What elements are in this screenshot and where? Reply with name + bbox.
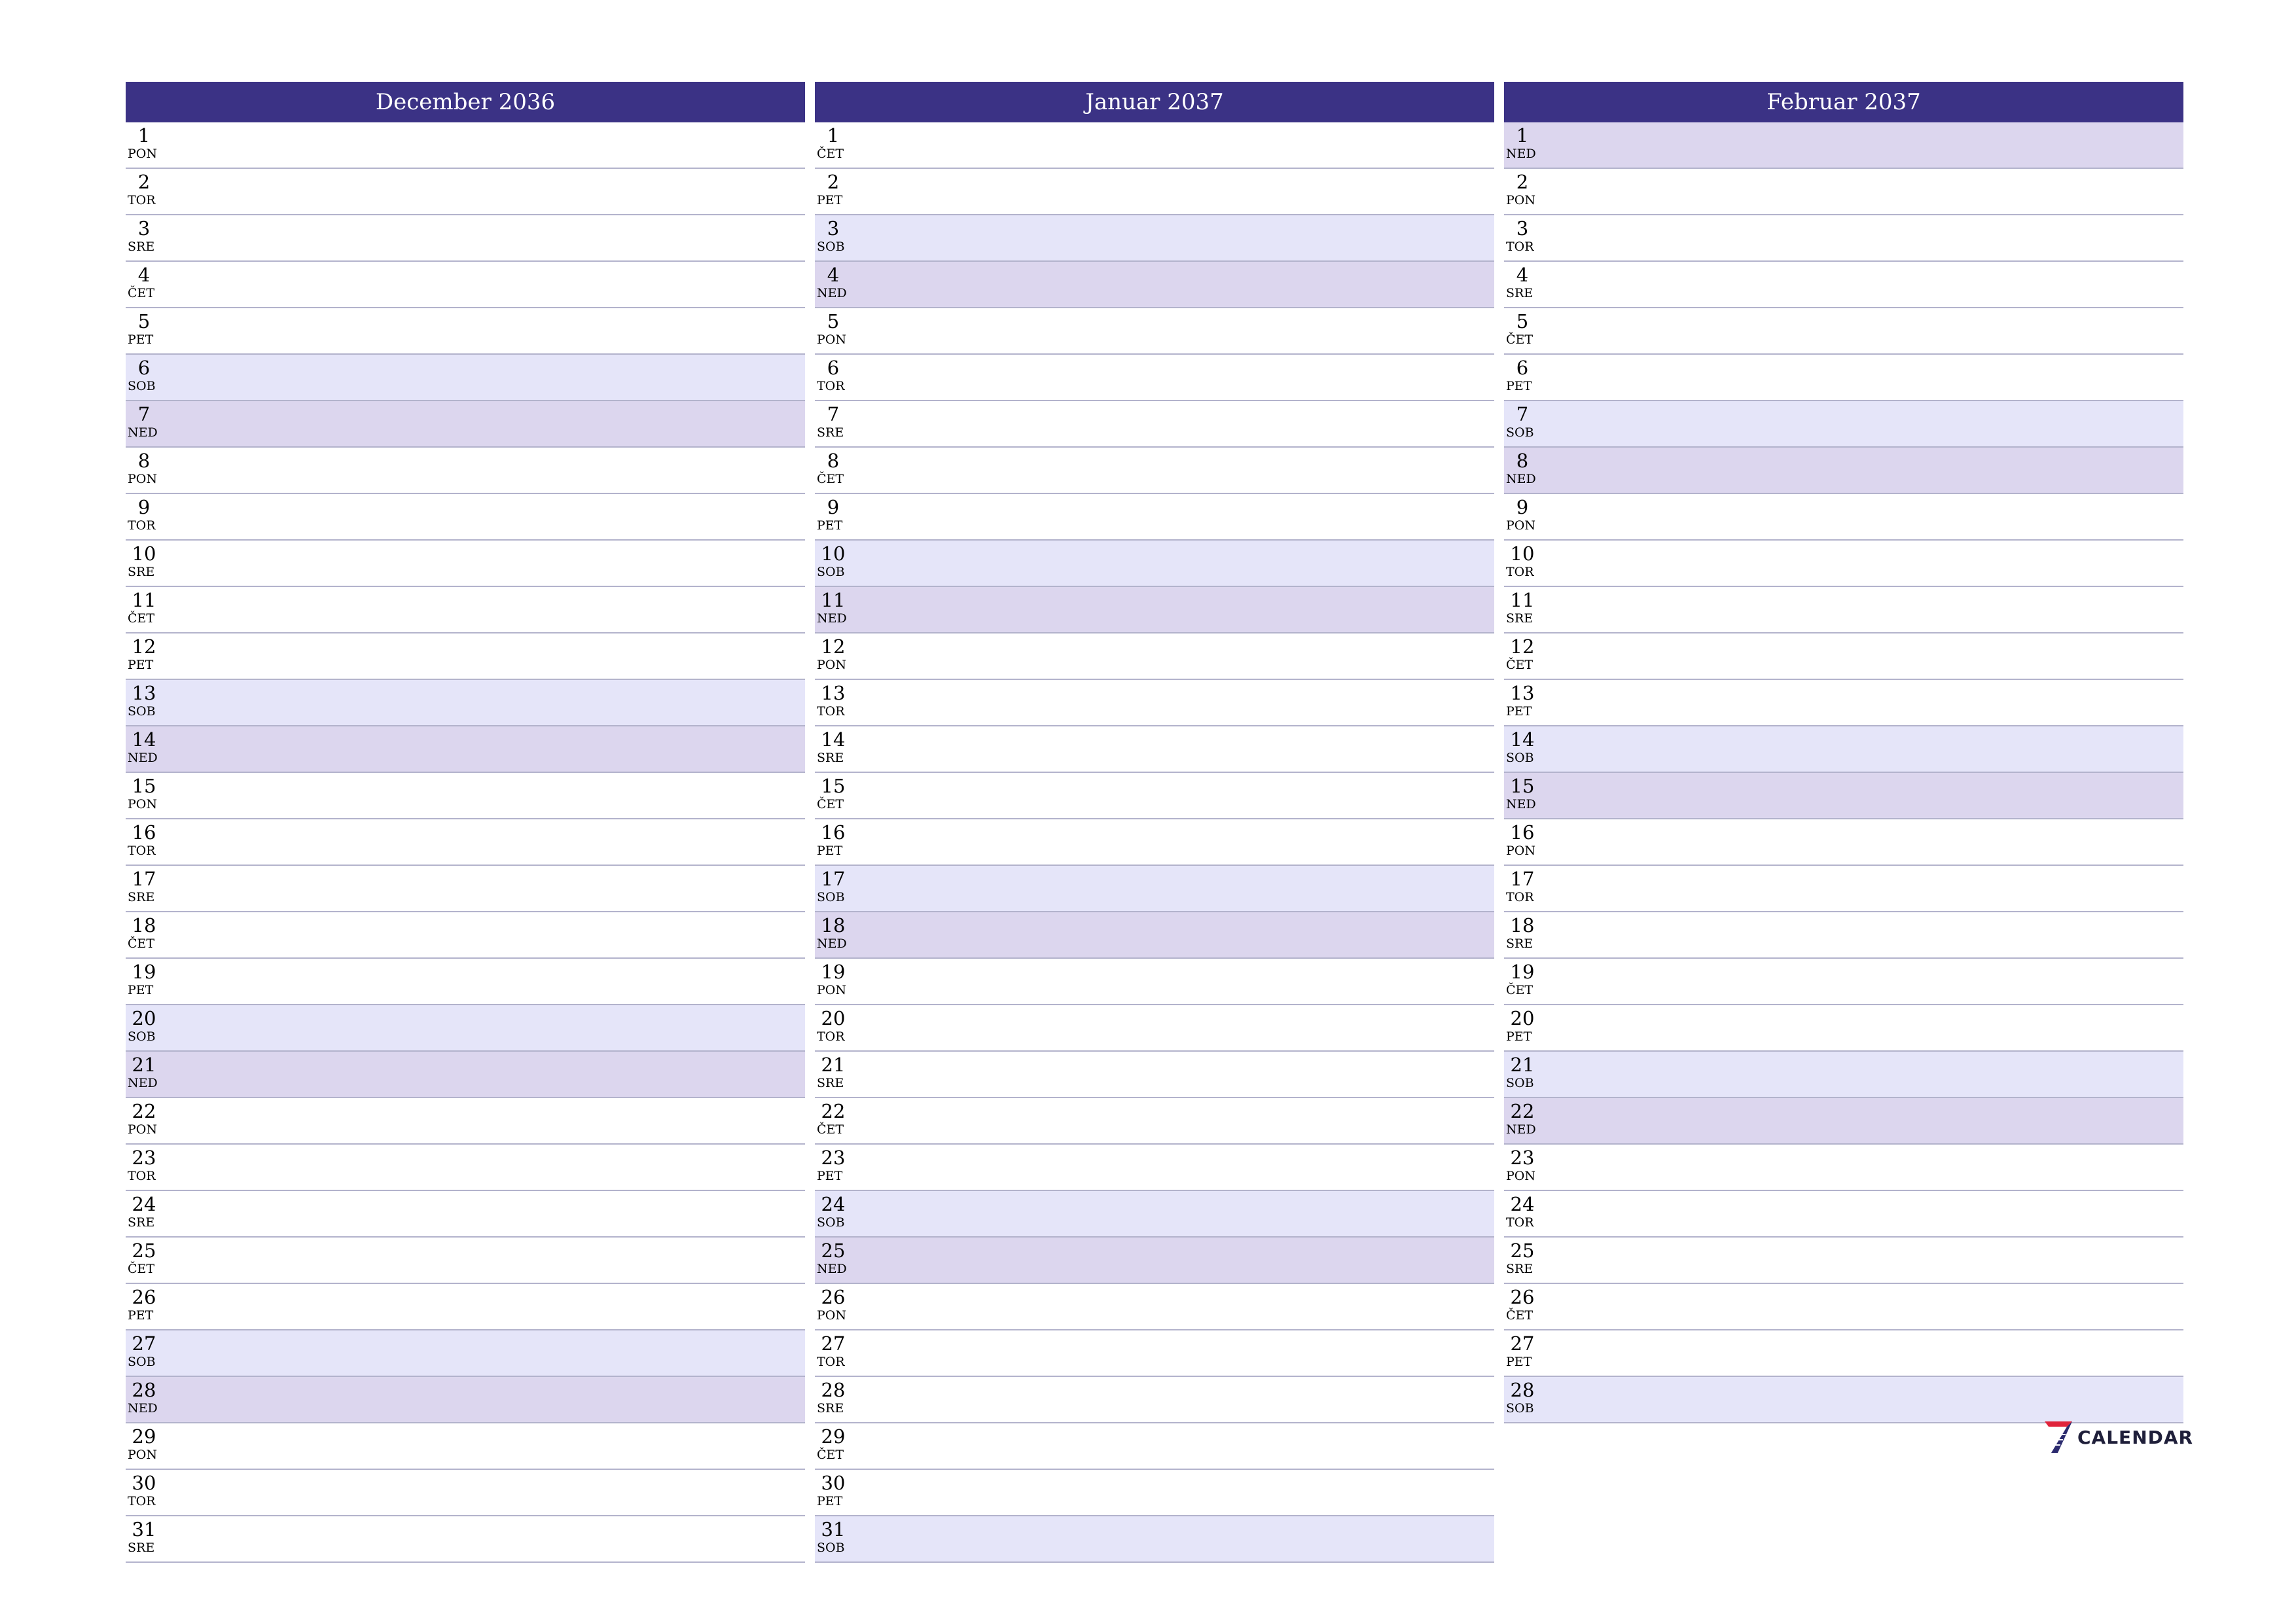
day-row	[1504, 633, 2183, 680]
day-weekday: PON	[1506, 1169, 1535, 1183]
day-number: 15	[1510, 775, 1535, 797]
day-number: 3	[1516, 217, 1529, 240]
day-number: 27	[1510, 1332, 1535, 1355]
day-row	[1504, 262, 2183, 308]
day-weekday: SOB	[128, 704, 156, 719]
month-header	[815, 82, 1494, 122]
day-weekday: PET	[1506, 704, 1532, 719]
day-row	[126, 1052, 805, 1098]
day-row	[815, 448, 1494, 494]
day-number: 25	[1510, 1240, 1535, 1262]
day-weekday: PON	[128, 472, 157, 486]
day-weekday: PON	[817, 332, 846, 347]
day-number: 19	[132, 961, 156, 983]
day-row	[126, 401, 805, 448]
day-number: 2	[827, 171, 840, 193]
day-number: 25	[821, 1240, 846, 1262]
day-row	[815, 122, 1494, 169]
day-row	[815, 1423, 1494, 1470]
day-weekday: PET	[1506, 1355, 1532, 1369]
day-weekday: PET	[128, 658, 154, 672]
day-row	[126, 1191, 805, 1238]
day-row	[126, 680, 805, 726]
day-weekday: TOR	[817, 704, 845, 719]
day-row	[815, 912, 1494, 959]
day-row	[1504, 773, 2183, 819]
day-weekday: SOB	[128, 379, 156, 393]
day-list	[815, 122, 1494, 1563]
day-weekday: ČET	[128, 1262, 155, 1276]
day-weekday: NED	[1506, 1122, 1536, 1137]
day-weekday: SOB	[128, 1355, 156, 1369]
day-row	[126, 912, 805, 959]
day-weekday: SOB	[1506, 425, 1534, 440]
day-row	[815, 819, 1494, 866]
day-row	[126, 355, 805, 401]
day-number: 6	[137, 357, 151, 379]
day-number: 9	[137, 496, 151, 518]
month-column-2	[1504, 82, 2183, 1563]
day-weekday: PON	[1506, 844, 1535, 858]
day-weekday: PET	[817, 1494, 843, 1508]
month-header	[126, 82, 805, 122]
day-number: 13	[821, 682, 846, 704]
day-row	[1504, 1145, 2183, 1191]
day-weekday: SRE	[128, 890, 155, 904]
day-number: 5	[137, 310, 151, 332]
day-weekday: SOB	[817, 240, 845, 254]
day-weekday: TOR	[817, 1029, 845, 1044]
day-row	[126, 1005, 805, 1052]
day-number: 28	[1510, 1379, 1535, 1401]
day-weekday: TOR	[128, 193, 156, 207]
day-number: 13	[132, 682, 156, 704]
day-row	[815, 959, 1494, 1005]
day-number: 9	[827, 496, 840, 518]
day-row	[1504, 1191, 2183, 1238]
day-row	[1504, 541, 2183, 587]
day-weekday: SOB	[1506, 1401, 1534, 1416]
day-weekday: PET	[817, 193, 843, 207]
day-number: 20	[821, 1007, 846, 1029]
day-row	[126, 169, 805, 215]
day-weekday: PON	[1506, 193, 1535, 207]
day-weekday: SOB	[1506, 751, 1534, 765]
day-weekday: SOB	[817, 565, 845, 579]
day-number: 21	[1510, 1054, 1535, 1076]
day-number: 27	[132, 1332, 156, 1355]
day-number: 15	[132, 775, 156, 797]
day-number: 23	[1510, 1147, 1535, 1169]
day-row	[1504, 401, 2183, 448]
day-number: 10	[1510, 543, 1535, 565]
day-weekday: SRE	[817, 1401, 844, 1416]
month-title: Februar 2037	[1767, 89, 1921, 115]
day-row	[815, 1238, 1494, 1284]
day-number: 18	[132, 914, 156, 936]
day-weekday: SRE	[1506, 611, 1534, 626]
day-weekday: TOR	[1506, 1215, 1534, 1230]
day-weekday: TOR	[1506, 890, 1534, 904]
day-weekday: SOB	[817, 890, 845, 904]
day-weekday: TOR	[817, 379, 845, 393]
day-row	[126, 633, 805, 680]
day-row	[1504, 1377, 2183, 1423]
day-weekday: PET	[128, 1308, 154, 1323]
day-weekday: ČET	[817, 472, 844, 486]
day-row	[126, 1284, 805, 1330]
day-row	[1504, 169, 2183, 215]
day-weekday: PET	[1506, 1029, 1532, 1044]
day-row	[815, 680, 1494, 726]
day-number: 4	[827, 264, 840, 286]
day-number: 22	[821, 1100, 846, 1122]
day-number: 31	[132, 1518, 156, 1541]
day-row	[126, 122, 805, 169]
day-number: 29	[132, 1425, 156, 1448]
day-weekday: ČET	[1506, 983, 1534, 997]
day-weekday: NED	[128, 751, 158, 765]
day-number: 2	[137, 171, 151, 193]
day-number: 17	[132, 868, 156, 890]
day-row	[1504, 122, 2183, 169]
day-number: 14	[1510, 728, 1535, 751]
day-number: 13	[1510, 682, 1535, 704]
day-number: 28	[821, 1379, 846, 1401]
day-number: 22	[132, 1100, 156, 1122]
day-weekday: PON	[128, 1448, 157, 1462]
day-weekday: PET	[817, 518, 843, 533]
day-number: 30	[821, 1472, 846, 1494]
day-row	[1504, 866, 2183, 912]
day-number: 11	[132, 589, 156, 611]
day-row	[815, 1377, 1494, 1423]
day-number: 16	[821, 821, 846, 844]
day-weekday: NED	[817, 611, 847, 626]
day-row	[815, 169, 1494, 215]
day-row	[1504, 448, 2183, 494]
day-number: 6	[827, 357, 840, 379]
day-number: 12	[1510, 635, 1535, 658]
day-number: 10	[821, 543, 846, 565]
day-number: 8	[827, 450, 840, 472]
day-weekday: SOB	[817, 1541, 845, 1555]
day-number: 5	[1516, 310, 1529, 332]
day-row	[1504, 1238, 2183, 1284]
day-weekday: NED	[128, 1401, 158, 1416]
day-row	[815, 1191, 1494, 1238]
planner	[126, 82, 2183, 1563]
day-weekday: PON	[128, 147, 157, 161]
seven-calendar-logo-icon	[2042, 1420, 2073, 1454]
day-row	[1504, 1005, 2183, 1052]
day-row	[815, 1098, 1494, 1145]
day-weekday: SOB	[1506, 1076, 1534, 1090]
day-weekday: NED	[817, 1262, 847, 1276]
day-row	[1504, 587, 2183, 633]
day-number: 6	[1516, 357, 1529, 379]
day-row	[126, 1423, 805, 1470]
day-weekday: SRE	[817, 751, 844, 765]
day-list	[126, 122, 805, 1563]
day-row	[1504, 819, 2183, 866]
day-row	[815, 308, 1494, 355]
day-weekday: PON	[817, 658, 846, 672]
day-weekday: SRE	[128, 565, 155, 579]
day-row	[126, 215, 805, 262]
logo-text: CALENDAR	[2077, 1426, 2194, 1448]
day-number: 21	[132, 1054, 156, 1076]
day-weekday: TOR	[128, 518, 156, 533]
day-row	[126, 1470, 805, 1516]
day-weekday: SOB	[128, 1029, 156, 1044]
day-weekday: SRE	[817, 1076, 844, 1090]
day-number: 24	[1510, 1193, 1535, 1215]
day-number: 7	[137, 403, 151, 425]
day-weekday: ČET	[817, 1448, 844, 1462]
day-weekday: ČET	[128, 936, 155, 951]
day-weekday: SRE	[1506, 1262, 1534, 1276]
day-row	[126, 819, 805, 866]
day-weekday: SOB	[817, 1215, 845, 1230]
day-row	[126, 1377, 805, 1423]
day-row	[815, 401, 1494, 448]
day-row	[1504, 1284, 2183, 1330]
day-row	[1504, 494, 2183, 541]
month-title: December 2036	[375, 89, 556, 115]
day-weekday: ČET	[1506, 1308, 1534, 1323]
day-number: 16	[132, 821, 156, 844]
day-number: 5	[827, 310, 840, 332]
day-number: 1	[1516, 124, 1529, 147]
day-weekday: ČET	[817, 1122, 844, 1137]
day-number: 18	[1510, 914, 1535, 936]
day-weekday: SRE	[1506, 936, 1534, 951]
day-number: 14	[821, 728, 846, 751]
day-number: 28	[132, 1379, 156, 1401]
day-row	[815, 866, 1494, 912]
day-number: 7	[827, 403, 840, 425]
day-number: 20	[1510, 1007, 1535, 1029]
day-weekday: TOR	[128, 1169, 156, 1183]
brand-logo	[2042, 1420, 2193, 1454]
day-number: 1	[827, 124, 840, 147]
day-number: 26	[132, 1286, 156, 1308]
day-row	[126, 1238, 805, 1284]
day-weekday: PON	[128, 797, 157, 812]
day-number: 16	[1510, 821, 1535, 844]
day-number: 24	[821, 1193, 846, 1215]
day-number: 7	[1516, 403, 1529, 425]
day-row	[815, 633, 1494, 680]
day-weekday: ČET	[817, 797, 844, 812]
day-weekday: PON	[817, 1308, 846, 1323]
day-row	[815, 1145, 1494, 1191]
day-number: 19	[821, 961, 846, 983]
day-weekday: TOR	[817, 1355, 845, 1369]
day-number: 11	[1510, 589, 1535, 611]
month-title: Januar 2037	[1085, 89, 1224, 115]
day-number: 15	[821, 775, 846, 797]
day-weekday: ČET	[817, 147, 844, 161]
month-header	[1504, 82, 2183, 122]
day-number: 8	[137, 450, 151, 472]
day-number: 3	[137, 217, 151, 240]
day-row	[126, 1330, 805, 1377]
day-row	[815, 587, 1494, 633]
day-weekday: SRE	[128, 240, 155, 254]
day-weekday: ČET	[1506, 332, 1534, 347]
day-number: 1	[137, 124, 151, 147]
day-row	[1504, 308, 2183, 355]
day-weekday: TOR	[128, 844, 156, 858]
day-row	[1504, 1330, 2183, 1377]
day-number: 26	[821, 1286, 846, 1308]
day-number: 3	[827, 217, 840, 240]
day-row	[126, 1145, 805, 1191]
day-number: 12	[821, 635, 846, 658]
day-weekday: SRE	[817, 425, 844, 440]
day-weekday: NED	[1506, 797, 1536, 812]
month-column-1	[815, 82, 1494, 1563]
day-row	[1504, 726, 2183, 773]
day-number: 31	[821, 1518, 846, 1541]
day-weekday: PON	[128, 1122, 157, 1137]
day-row	[815, 1516, 1494, 1563]
day-weekday: NED	[817, 286, 847, 300]
day-number: 23	[821, 1147, 846, 1169]
day-number: 14	[132, 728, 156, 751]
day-row	[126, 726, 805, 773]
day-row	[1504, 215, 2183, 262]
day-row	[126, 262, 805, 308]
day-number: 26	[1510, 1286, 1535, 1308]
day-row	[126, 866, 805, 912]
day-weekday: NED	[128, 425, 158, 440]
day-row	[815, 1284, 1494, 1330]
day-number: 4	[1516, 264, 1529, 286]
day-row	[126, 1098, 805, 1145]
day-row	[815, 1330, 1494, 1377]
day-weekday: PET	[817, 844, 843, 858]
day-number: 4	[137, 264, 151, 286]
day-number: 17	[821, 868, 846, 890]
day-row	[126, 494, 805, 541]
day-weekday: PET	[1506, 379, 1532, 393]
month-column-0	[126, 82, 805, 1563]
day-row	[126, 1516, 805, 1563]
day-row	[1504, 1052, 2183, 1098]
day-number: 29	[821, 1425, 846, 1448]
day-weekday: NED	[128, 1076, 158, 1090]
day-row	[815, 262, 1494, 308]
day-weekday: PON	[817, 983, 846, 997]
day-number: 8	[1516, 450, 1529, 472]
day-weekday: SRE	[128, 1215, 155, 1230]
day-row	[126, 773, 805, 819]
day-row	[815, 355, 1494, 401]
day-weekday: ČET	[128, 611, 155, 626]
day-number: 19	[1510, 961, 1535, 983]
day-weekday: TOR	[1506, 565, 1534, 579]
day-weekday: ČET	[128, 286, 155, 300]
day-number: 12	[132, 635, 156, 658]
day-row	[1504, 1098, 2183, 1145]
day-weekday: NED	[1506, 147, 1536, 161]
day-weekday: PET	[817, 1169, 843, 1183]
day-row	[126, 541, 805, 587]
day-list	[1504, 122, 2183, 1423]
day-row	[815, 1470, 1494, 1516]
day-row	[1504, 959, 2183, 1005]
day-number: 18	[821, 914, 846, 936]
day-number: 30	[132, 1472, 156, 1494]
day-weekday: NED	[1506, 472, 1536, 486]
day-number: 24	[132, 1193, 156, 1215]
day-number: 10	[132, 543, 156, 565]
day-row	[1504, 912, 2183, 959]
day-row	[815, 494, 1494, 541]
day-number: 11	[821, 589, 846, 611]
day-number: 17	[1510, 868, 1535, 890]
day-row	[126, 448, 805, 494]
day-weekday: SRE	[1506, 286, 1534, 300]
day-weekday: SRE	[128, 1541, 155, 1555]
day-row	[815, 726, 1494, 773]
day-row	[815, 1052, 1494, 1098]
day-weekday: TOR	[128, 1494, 156, 1508]
day-row	[126, 587, 805, 633]
day-number: 9	[1516, 496, 1529, 518]
day-weekday: PON	[1506, 518, 1535, 533]
day-row	[126, 959, 805, 1005]
day-weekday: ČET	[1506, 658, 1534, 672]
day-weekday: PET	[128, 332, 154, 347]
day-number: 23	[132, 1147, 156, 1169]
day-number: 25	[132, 1240, 156, 1262]
day-row	[815, 215, 1494, 262]
day-number: 20	[132, 1007, 156, 1029]
day-row	[1504, 355, 2183, 401]
day-number: 27	[821, 1332, 846, 1355]
day-weekday: PET	[128, 983, 154, 997]
day-row	[815, 541, 1494, 587]
day-row	[126, 308, 805, 355]
day-row	[815, 773, 1494, 819]
day-row	[815, 1005, 1494, 1052]
day-weekday: NED	[817, 936, 847, 951]
day-row	[1504, 680, 2183, 726]
day-number: 21	[821, 1054, 846, 1076]
day-number: 22	[1510, 1100, 1535, 1122]
day-number: 2	[1516, 171, 1529, 193]
day-weekday: TOR	[1506, 240, 1534, 254]
